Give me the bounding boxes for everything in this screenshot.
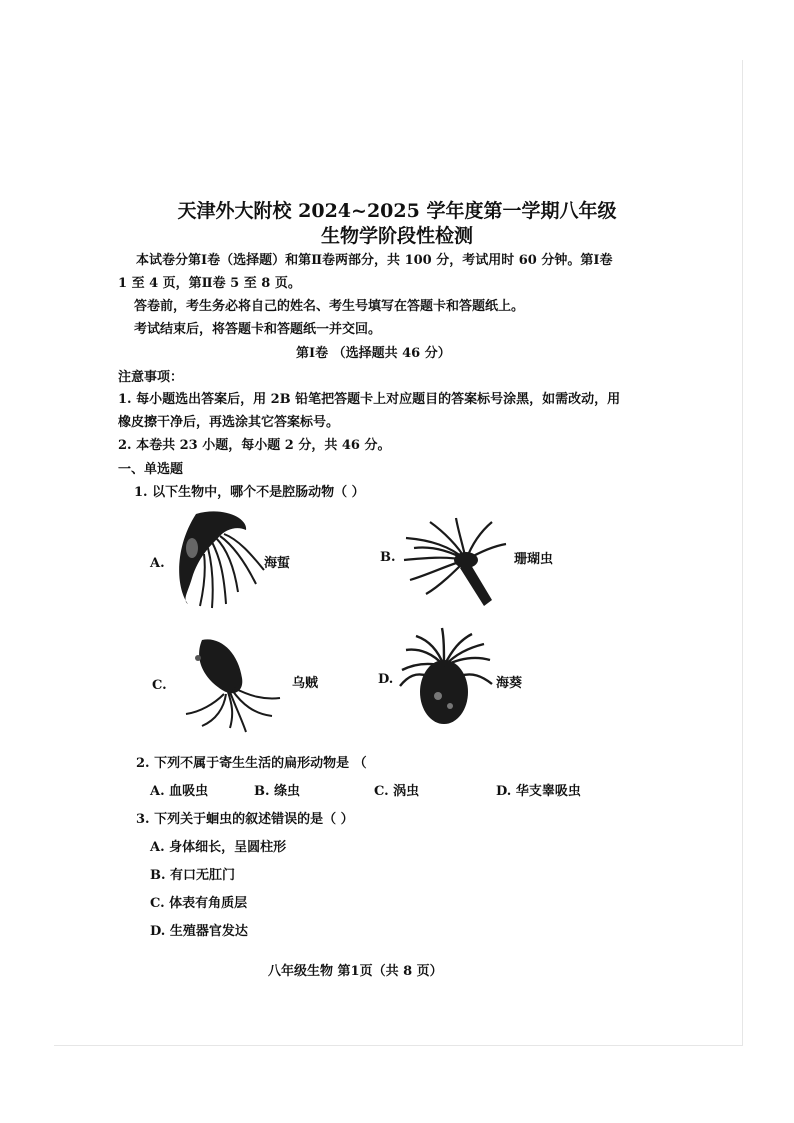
note-2: 2. 本卷共 23 小题，每小题 2 分，共 46 分。	[118, 438, 391, 453]
sea-anemone-drawing-icon	[398, 626, 494, 730]
option-b-name: 珊瑚虫	[514, 552, 554, 567]
option-a-letter: A.	[150, 556, 165, 571]
option-c-letter: C.	[152, 678, 167, 693]
coral-polyp-drawing-icon	[400, 516, 510, 608]
q3-option-d: D. 生殖器官发达	[150, 924, 248, 939]
option-b-letter: B.	[380, 550, 396, 565]
question-1-stem: 1. 以下生物中，哪个不是腔肠动物（ ）	[134, 485, 365, 500]
q2-option-d: D. 华支睾吸虫	[496, 784, 581, 799]
intro-line-3: 答卷前，考生务必将自己的姓名、考生号填写在答题卡和答题纸上。	[134, 299, 525, 314]
intro-line-4: 考试结束后，将答题卡和答题纸一并交回。	[134, 322, 382, 337]
section-heading: 第Ⅰ卷 （选择题共 46 分）	[296, 346, 451, 361]
q2-option-b: B. 绦虫	[254, 784, 301, 799]
jellyfish-drawing-icon	[168, 508, 272, 612]
option-c-name: 乌贼	[292, 676, 319, 691]
exam-title: 天津外大附校 2024~2025 学年度第一学期八年级	[177, 200, 617, 222]
squid-drawing-icon	[172, 634, 284, 734]
intro-line-2: 1 至 4 页，第Ⅱ卷 5 至 8 页。	[118, 276, 301, 291]
question-3-stem: 3. 下列关于蛔虫的叙述错误的是（ ）	[136, 812, 354, 827]
part-title: 一、单选题	[118, 462, 184, 477]
notes-title: 注意事项：	[118, 370, 184, 385]
option-d-letter: D.	[378, 672, 394, 687]
note-1-line-2: 橡皮擦干净后，再选涂其它答案标号。	[118, 415, 340, 430]
question-2-stem: 2. 下列不属于寄生生活的扁形动物是 （	[136, 756, 367, 771]
option-a-name: 海蜇	[264, 556, 291, 571]
page-footer: 八年级生物 第1页（共 8 页）	[268, 964, 443, 979]
option-d-name: 海葵	[496, 676, 523, 691]
q3-option-a: A. 身体细长，呈圆柱形	[150, 840, 287, 855]
exam-subtitle: 生物学阶段性检测	[320, 225, 473, 247]
q2-option-c: C. 涡虫	[374, 784, 420, 799]
q2-option-a: A. 血吸虫	[150, 784, 209, 799]
note-1-line-1: 1. 每小题选出答案后，用 2B 铅笔把答题卡上对应题目的答案标号涂黑，如需改动，用	[118, 392, 621, 407]
q3-option-c: C. 体表有角质层	[150, 896, 248, 911]
intro-line-1: 本试卷分第Ⅰ卷（选择题）和第Ⅱ卷两部分，共 100 分，考试用时 60 分钟。第Ⅰ卷	[136, 253, 613, 268]
q3-option-b: B. 有口无肛门	[150, 868, 236, 883]
